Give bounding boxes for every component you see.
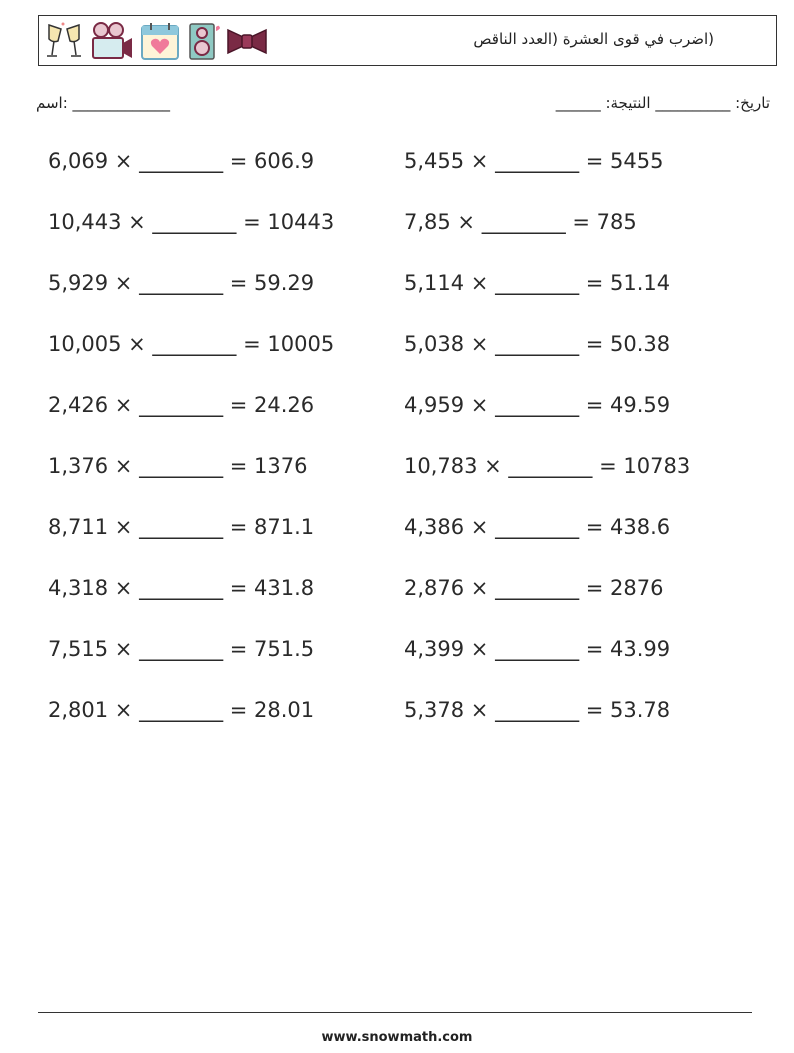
problem-right-4: 5,038 × ________ = 50.38 [404,332,671,356]
header-icons [43,21,269,61]
calendar-heart-icon [139,21,181,61]
problem-right-6: 10,783 × ________ = 10783 [404,454,691,478]
problem-left-4: 10,005 × ________ = 10005 [48,332,335,356]
worksheet-header [38,15,777,66]
name-field: اسم: _____________ [36,94,171,112]
movie-camera-icon [90,21,134,61]
footer-divider [38,1012,752,1013]
problem-left-8: 4,318 × ________ = 431.8 [48,576,315,600]
problem-left-10: 2,801 × ________ = 28.01 [48,698,315,722]
footer-url[interactable]: www.snowmath.com [321,1030,473,1045]
problem-right-7: 4,386 × ________ = 438.6 [404,515,671,539]
problem-left-7: 8,711 × ________ = 871.1 [48,515,315,539]
champagne-glasses-icon [43,21,85,61]
problem-right-1: 5,455 × ________ = 5455 [404,149,664,173]
problem-left-1: 6,069 × ________ = 606.9 [48,149,315,173]
worksheet-title: (اضرب في قوى العشرة (العدد الناقص [473,30,714,48]
speaker-icon [186,21,220,61]
bow-tie-icon [225,21,269,61]
problem-right-10: 5,378 × ________ = 53.78 [404,698,671,722]
problem-left-6: 1,376 × ________ = 1376 [48,454,308,478]
date-score-field: ______ :تاريخ: __________ النتيجة [555,94,770,112]
problem-right-9: 4,399 × ________ = 43.99 [404,637,671,661]
problem-right-8: 2,876 × ________ = 2876 [404,576,664,600]
problem-right-2: 7,85 × ________ = 785 [404,210,637,234]
problem-left-2: 10,443 × ________ = 10443 [48,210,335,234]
problem-left-5: 2,426 × ________ = 24.26 [48,393,315,417]
problem-right-5: 4,959 × ________ = 49.59 [404,393,671,417]
problem-right-3: 5,114 × ________ = 51.14 [404,271,671,295]
problem-left-3: 5,929 × ________ = 59.29 [48,271,315,295]
problem-left-9: 7,515 × ________ = 751.5 [48,637,315,661]
